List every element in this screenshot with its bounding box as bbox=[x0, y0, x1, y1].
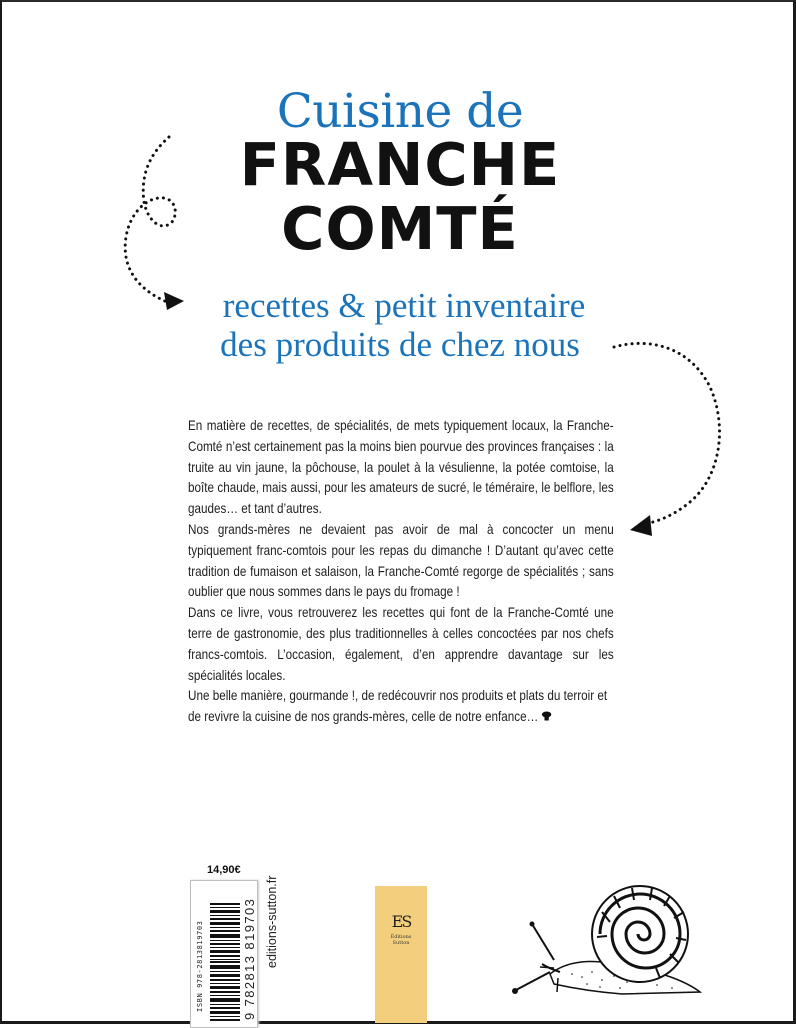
publisher-name bbox=[375, 934, 427, 946]
publisher-logo bbox=[375, 886, 427, 1023]
dotted-curve-arrow-icon bbox=[610, 337, 730, 537]
blurb-paragraph-4: Une belle manière, gourmande !, de redécouvrir nos produits et plats du terroir et de revivre la cuisine de nos grands-mères, celle de notre enfance… bbox=[188, 688, 608, 725]
isbn-label: ISBN 978-2813819703 bbox=[196, 920, 204, 1012]
title-line-franche: FRANCHE bbox=[239, 130, 561, 199]
subtitle-line-2: des produits de chez nous bbox=[220, 325, 580, 364]
dotted-loop-arrow-icon bbox=[112, 132, 192, 312]
title-line-comte: COMTÉ bbox=[281, 194, 519, 263]
blurb-paragraph-2: Nos grands-mères ne devaient pas avoir de mal à concocter un menu typiquement franc-comtois pour les repas du dimanche ! D’autant qu’avec cette tradition de fumaison et salaison, la Franche-Comté regorge de spécialités ; sans oublier que nous sommes dans le pays du fromage ! bbox=[188, 521, 614, 600]
title-line-cuisine-de: Cuisine de bbox=[276, 84, 524, 139]
publisher-name-line-1: Éditions bbox=[390, 934, 412, 940]
barcode-icon bbox=[210, 903, 240, 1021]
publisher-name-line-2: Sutton bbox=[392, 940, 410, 946]
blurb-paragraph-1: En matière de recettes, de spécialités, de mets typiquement locaux, la Franche-Comté n’est certainement pas la moins bien pourvue des provinces françaises : la truite au vin jaune, la pôchouse, la poulet à la vésulienne, la potée comtoise, la boîte chaude, mais aussi, pour les amateurs de sucré, le téméraire, le belflore, les gaudes… et tant d’autres. bbox=[188, 418, 614, 517]
snail-illustration-icon bbox=[502, 882, 702, 997]
publisher-website: editions-sutton.fr bbox=[265, 875, 279, 968]
subtitle-line-1: recettes & petit inventaire bbox=[222, 286, 586, 325]
barcode-digits: 9 782813 819703 bbox=[242, 897, 257, 1020]
blurb-paragraph-3: Dans ce livre, vous retrouverez les recettes qui font de la Franche-Comté une terre de gastronomie, des plus traditionnelles à celles concoctées par nos chefs francs-comtois. L’occasion, également, d’en apprendre davantage sur les spécialités locales. bbox=[188, 605, 614, 683]
chef-hat-icon bbox=[542, 707, 552, 728]
price-label: 14,90€ bbox=[207, 864, 241, 876]
publisher-monogram: ES bbox=[391, 912, 411, 931]
blurb-paragraph-4-wrap bbox=[188, 686, 614, 728]
blurb-text bbox=[188, 416, 614, 728]
